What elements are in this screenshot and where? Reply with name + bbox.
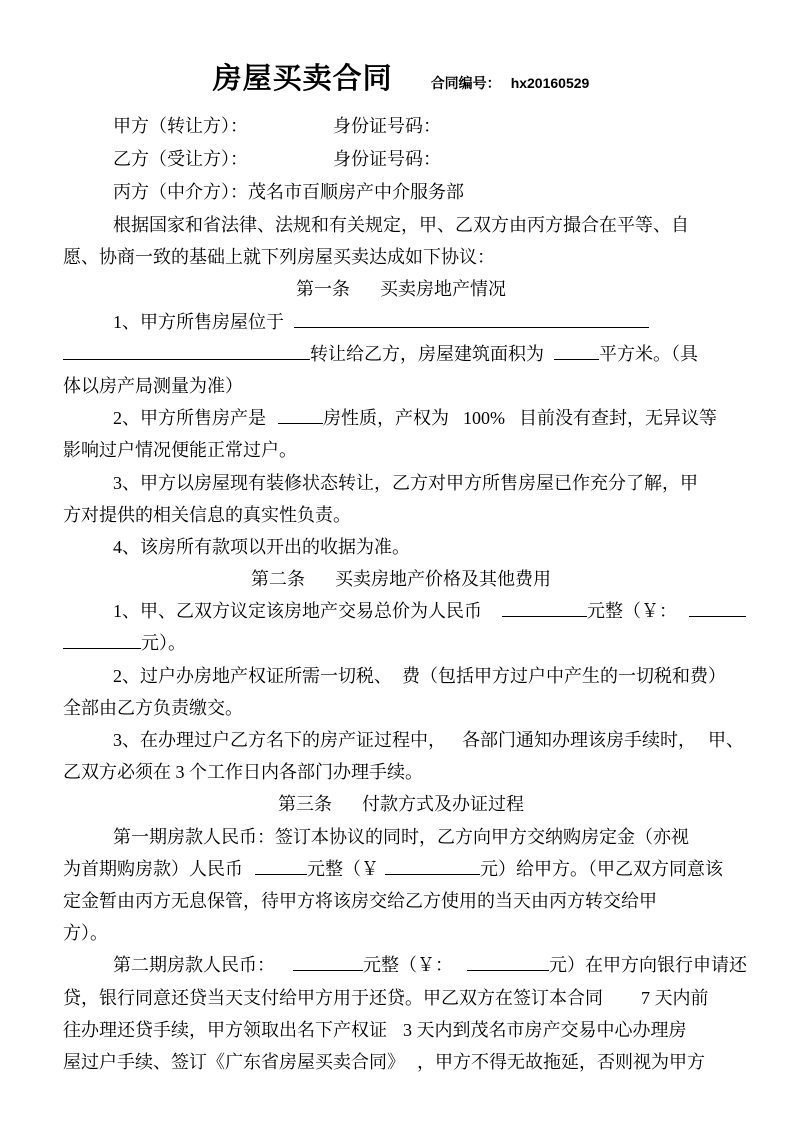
text-run: 100% <box>463 408 505 429</box>
spacer <box>453 970 467 971</box>
text-run: 买卖房地产情况 <box>380 279 506 300</box>
text-run: 2、甲方所售房产是 <box>113 408 266 429</box>
text-run: 第一期房款人民币：签订本协议的同时，乙方向甲方交纳购房定金（亦视 <box>113 826 689 847</box>
text-run: 愿、协商一致的基础上就下列房屋买卖达成如下协议： <box>63 247 495 268</box>
spacer <box>266 423 278 424</box>
text-run: 1、甲方所售房屋位于 <box>113 311 284 332</box>
text-run: 第一条 <box>296 279 350 300</box>
fill-in-blank <box>278 408 323 424</box>
fill-in-blank <box>385 859 480 875</box>
fill-in-blank <box>502 601 587 617</box>
spacer <box>350 294 380 295</box>
text-run: 乙双方必须在 3 个工作日内各部门办理手续。 <box>63 762 423 783</box>
spacer <box>603 1003 641 1004</box>
text-run: 元整（￥： <box>587 601 677 622</box>
text-run: 往办理还贷手续，甲方领取出名下产权证 <box>63 1019 387 1040</box>
text-run: 房性质，产权为 <box>323 408 449 429</box>
spacer <box>275 970 293 971</box>
spacer <box>505 423 519 424</box>
text-run: 第三条 <box>278 794 332 815</box>
text-run: 第二期房款人民币： <box>113 955 275 976</box>
clause-3-1-line-4 <box>63 917 739 949</box>
clause-1-1-line-1 <box>63 306 739 338</box>
text-run: 丙方（中介方）：茂名市百顺房产中介服务部 <box>113 182 464 202</box>
text-run: 转让给乙方，房屋建筑面积为 <box>310 343 544 364</box>
fill-in-blank <box>63 344 310 360</box>
clause-1-2-line-1 <box>63 402 739 434</box>
spacer <box>243 874 255 875</box>
clause-1-4-line-1 <box>63 531 739 563</box>
text-run: 方对提供的相关信息的真实性负责。 <box>63 504 351 525</box>
spacer <box>284 327 294 328</box>
text-run: 元整（￥： <box>363 955 453 976</box>
text-run: ，甲方不得无故拖延，否则视为甲方 <box>417 1051 705 1072</box>
spacer <box>392 681 402 682</box>
clause-3-2-line-4 <box>63 1046 739 1078</box>
clause-1-1-line-2 <box>63 338 739 370</box>
page-title: 房屋买卖合同 <box>212 63 393 95</box>
spacer <box>677 616 689 617</box>
section-heading-1 <box>63 273 739 305</box>
clause-3-2-line-2 <box>63 982 739 1014</box>
clause-2-1-line-1 <box>63 595 739 627</box>
spacer <box>482 616 502 617</box>
text-run: 为首期购房款）人民币 <box>63 858 243 879</box>
text-run: 7 天内前 <box>641 987 709 1008</box>
spacer <box>305 584 335 585</box>
clause-1-1-line-3 <box>63 370 739 402</box>
fill-in-blank <box>294 312 649 328</box>
clause-3-2-line-1 <box>63 949 747 981</box>
text-run: 费（包括甲方过户中产生的一切税和费） <box>402 665 726 686</box>
party-row-bingfang <box>63 176 739 209</box>
text-run: 甲、 <box>708 730 744 750</box>
clause-1-2-line-2 <box>63 434 739 466</box>
clause-2-1-line-2 <box>63 627 739 659</box>
text-run: 买卖房地产价格及其他费用 <box>335 569 551 590</box>
text-run: 3、甲方以房屋现有装修状态转让，乙方对甲方所售房屋已作充分了解，甲 <box>113 472 698 493</box>
text-run: 根据国家和省法律、法规和有关规定，甲、乙双方由丙方撮合在平等、自 <box>113 215 689 235</box>
title-row <box>63 56 739 110</box>
spacer <box>544 359 554 360</box>
spacer <box>387 1035 403 1036</box>
spacer <box>332 809 362 810</box>
contract-number <box>431 73 590 93</box>
text-run: 身份证号码： <box>333 116 441 136</box>
text-run: 元整（￥ <box>307 858 379 879</box>
text-run: 平方米。（具 <box>599 343 698 364</box>
spacer <box>696 745 708 746</box>
text-run: 3、在办理过户乙方名下的房产证过程中， <box>113 730 446 750</box>
preamble-line-1 <box>63 209 739 241</box>
party-row-jiafang <box>63 110 739 143</box>
section-heading-2 <box>63 563 739 595</box>
fill-in-blank <box>689 601 746 617</box>
text-run: 1、甲、乙双方议定该房地产交易总价为人民币 <box>113 601 482 622</box>
contract-number-label: 合同编号： <box>430 75 501 91</box>
spacer <box>446 745 462 746</box>
text-run: 元）。 <box>141 633 186 654</box>
text-run: 身份证号码： <box>333 149 441 169</box>
clause-2-2-line-2 <box>63 692 739 724</box>
text-run: 3 天内到茂名市房产交易中心办理房 <box>403 1019 687 1040</box>
fill-in-blank <box>63 633 141 649</box>
contract-content <box>63 56 747 1078</box>
section-heading-3 <box>63 788 739 820</box>
text-run: 甲方（转让方）： <box>113 116 248 136</box>
text-run: 元）在甲方向银行申请还 <box>549 955 747 976</box>
spacer <box>405 1067 417 1068</box>
fill-in-blank <box>554 344 599 360</box>
text-run: 付款方式及办证过程 <box>362 794 524 815</box>
clause-3-1-line-2 <box>63 853 739 885</box>
clause-2-3-line-1 <box>63 724 744 756</box>
spacer <box>248 164 333 165</box>
clause-3-1-line-3 <box>63 885 739 917</box>
text-run: 2、过户办房地产权证所需一切税、 <box>113 665 392 686</box>
spacer <box>449 423 463 424</box>
text-run: 贷，银行同意还贷当天支付给甲方用于还贷。甲乙双方在签订本合同 <box>63 987 603 1008</box>
text-run: 影响过户情况便能正常过户。 <box>63 440 297 461</box>
text-run: 元）给甲方。（甲乙双方同意该 <box>480 858 723 879</box>
party-row-yifang <box>63 143 739 176</box>
clause-3-1-line-1 <box>63 821 739 853</box>
fill-in-blank <box>467 955 549 971</box>
document-lines <box>63 110 747 1078</box>
text-run: 体以房产局测量为准） <box>63 375 243 396</box>
fill-in-blank <box>293 955 363 971</box>
preamble-line-2 <box>63 241 739 273</box>
spacer <box>248 131 333 132</box>
clause-1-3-line-1 <box>63 467 739 499</box>
clause-1-3-line-2 <box>63 499 739 531</box>
text-run: 屋过户手续、签订《广东省房屋买卖合同》 <box>63 1051 405 1072</box>
text-run: 第二条 <box>251 569 305 590</box>
text-run: 定金暂由丙方无息保管，待甲方将该房交给乙方使用的当天由丙方转交给甲 <box>63 890 657 911</box>
clause-3-2-line-3 <box>63 1014 739 1046</box>
clause-2-2-line-1 <box>63 660 739 692</box>
text-run: 目前没有查封，无异议等 <box>519 408 717 429</box>
text-run: 全部由乙方负责缴交。 <box>63 697 243 718</box>
text-run: 各部门通知办理该房手续时， <box>462 730 696 750</box>
text-run: 方）。 <box>63 923 108 944</box>
text-run: 乙方（受让方）： <box>113 149 248 169</box>
fill-in-blank <box>255 859 307 875</box>
clause-2-3-line-2 <box>63 756 739 788</box>
text-run: 4、该房所有款项以开出的收据为准。 <box>113 536 410 557</box>
contract-number-value: hx20160529 <box>510 75 590 91</box>
